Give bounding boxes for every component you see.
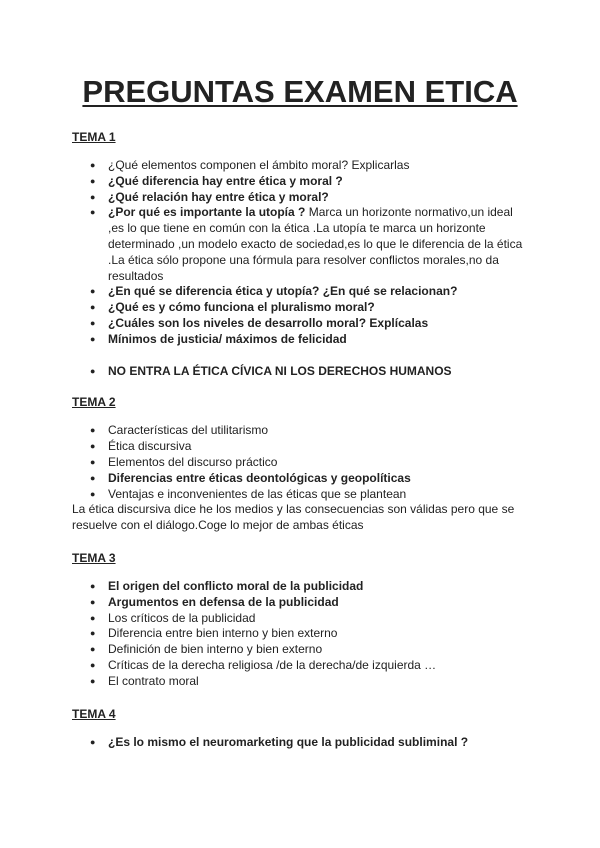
list-item: ● ¿Por qué es importante la utopía ? Marca un horizonte normativo,un ideal ,es lo que tiene en común con la ética .La utopía te marca un horizonte determinado ,un modelo exacto de sociedad,es lo que le diferencia de la ética .La ética sólo propone una fórmula para resolver conflictos morales,no da resultados	[90, 205, 523, 283]
list-item: ● ¿Qué es y cómo funciona el pluralismo moral?	[90, 300, 375, 315]
list-item: ● Ética discursiva	[90, 439, 192, 454]
list-item: ● Diferencias entre éticas deontológicas y geopolíticas	[90, 470, 411, 485]
bullet-icon: ●	[90, 160, 96, 170]
question-list	[72, 579, 528, 690]
bullet-icon: ●	[90, 191, 96, 202]
section-heading: TEMA 3	[72, 550, 116, 565]
list-item: ● Los críticos de la publicidad	[90, 610, 256, 625]
bullet-icon: ●	[90, 675, 96, 686]
bullet-icon: ●	[90, 333, 96, 344]
list-item: ● Características del utilitarismo	[90, 423, 269, 438]
section-heading: TEMA 2	[72, 395, 116, 410]
list-item: ● El origen del conflicto moral de la publicidad	[90, 578, 364, 593]
list-item: ● NO ENTRA LA ÉTICA CÍVICA NI LOS DERECHOS HUMANOS	[90, 363, 452, 378]
bullet-icon: ●	[90, 441, 96, 452]
list-item: ● Críticas de la derecha religiosa /de la derecha/de izquierda …	[90, 657, 437, 672]
bullet-icon: ●	[90, 659, 96, 670]
list-item: ● Ventajas e inconvenientes de las éticas que se plantean	[90, 486, 407, 501]
question-list	[72, 158, 528, 348]
bullet-icon: ●	[90, 612, 96, 623]
bullet-icon: ●	[90, 628, 96, 639]
document-title: PREGUNTAS EXAMEN ETICA	[82, 74, 518, 109]
bullet-icon: ●	[90, 580, 96, 591]
section-heading: TEMA 1	[72, 130, 116, 144]
section-tema-1	[72, 130, 528, 379]
list-item: ● ¿En qué se diferencia ética y utopía? ¿En qué se relacionan?	[90, 284, 458, 299]
list-item: ● Diferencia entre bien interno y bien externo	[90, 626, 338, 641]
bullet-icon: ●	[90, 286, 96, 297]
bullet-icon: ●	[90, 736, 96, 747]
list-item: ● ¿Qué diferencia hay entre ética y moral ?	[90, 173, 343, 188]
section-tema-3	[72, 551, 528, 690]
answer-text: Marca un horizonte normativo,un ideal ,es lo que tiene en común con la ética .La utopía te marca un horizonte determinado ,un modelo exacto de sociedad,es lo que le diferencia de la ética .La ética sólo propone una fórmula para resolver conflictos morales,no da resultados	[108, 205, 523, 283]
note-list	[72, 364, 528, 380]
section-tema-2	[72, 395, 528, 534]
bullet-icon: ●	[90, 456, 96, 467]
list-item: ● Argumentos en defensa de la publicidad	[90, 594, 339, 609]
section-heading: TEMA 4	[72, 706, 116, 721]
list-item: ● ¿Qué elementos componen el ámbito moral? Explicarlas	[90, 158, 410, 172]
list-item: ● El contrato moral	[90, 673, 199, 688]
bullet-icon: ●	[90, 425, 96, 436]
list-item: ● ¿Qué relación hay entre ética y moral?	[90, 189, 329, 204]
bullet-icon: ●	[90, 488, 96, 499]
section-tema-4	[72, 707, 528, 751]
list-item: ● Definición de bien interno y bien externo	[90, 642, 323, 657]
bullet-icon: ●	[90, 175, 96, 186]
question-list	[72, 735, 528, 751]
list-item: ● ¿Es lo mismo el neuromarketing que la publicidad subliminal ?	[90, 734, 469, 749]
list-item: ● Mínimos de justicia/ máximos de felicidad	[90, 331, 347, 346]
bullet-icon: ●	[90, 365, 96, 376]
bullet-icon: ●	[90, 472, 96, 483]
bullet-icon: ●	[90, 317, 96, 328]
list-item: ● Elementos del discurso práctico	[90, 454, 278, 469]
section-note: La ética discursiva dice he los medios y las consecuencias son válidas pero que se resuelve con el diálogo.Coge lo mejor de ambas éticas	[72, 502, 515, 533]
list-item: ● ¿Cuáles son los niveles de desarrollo moral? Explícalas	[90, 315, 429, 330]
bullet-icon: ●	[90, 302, 96, 313]
bullet-icon: ●	[90, 207, 96, 218]
bullet-icon: ●	[90, 644, 96, 655]
question-list	[72, 423, 528, 502]
bullet-icon: ●	[90, 596, 96, 607]
